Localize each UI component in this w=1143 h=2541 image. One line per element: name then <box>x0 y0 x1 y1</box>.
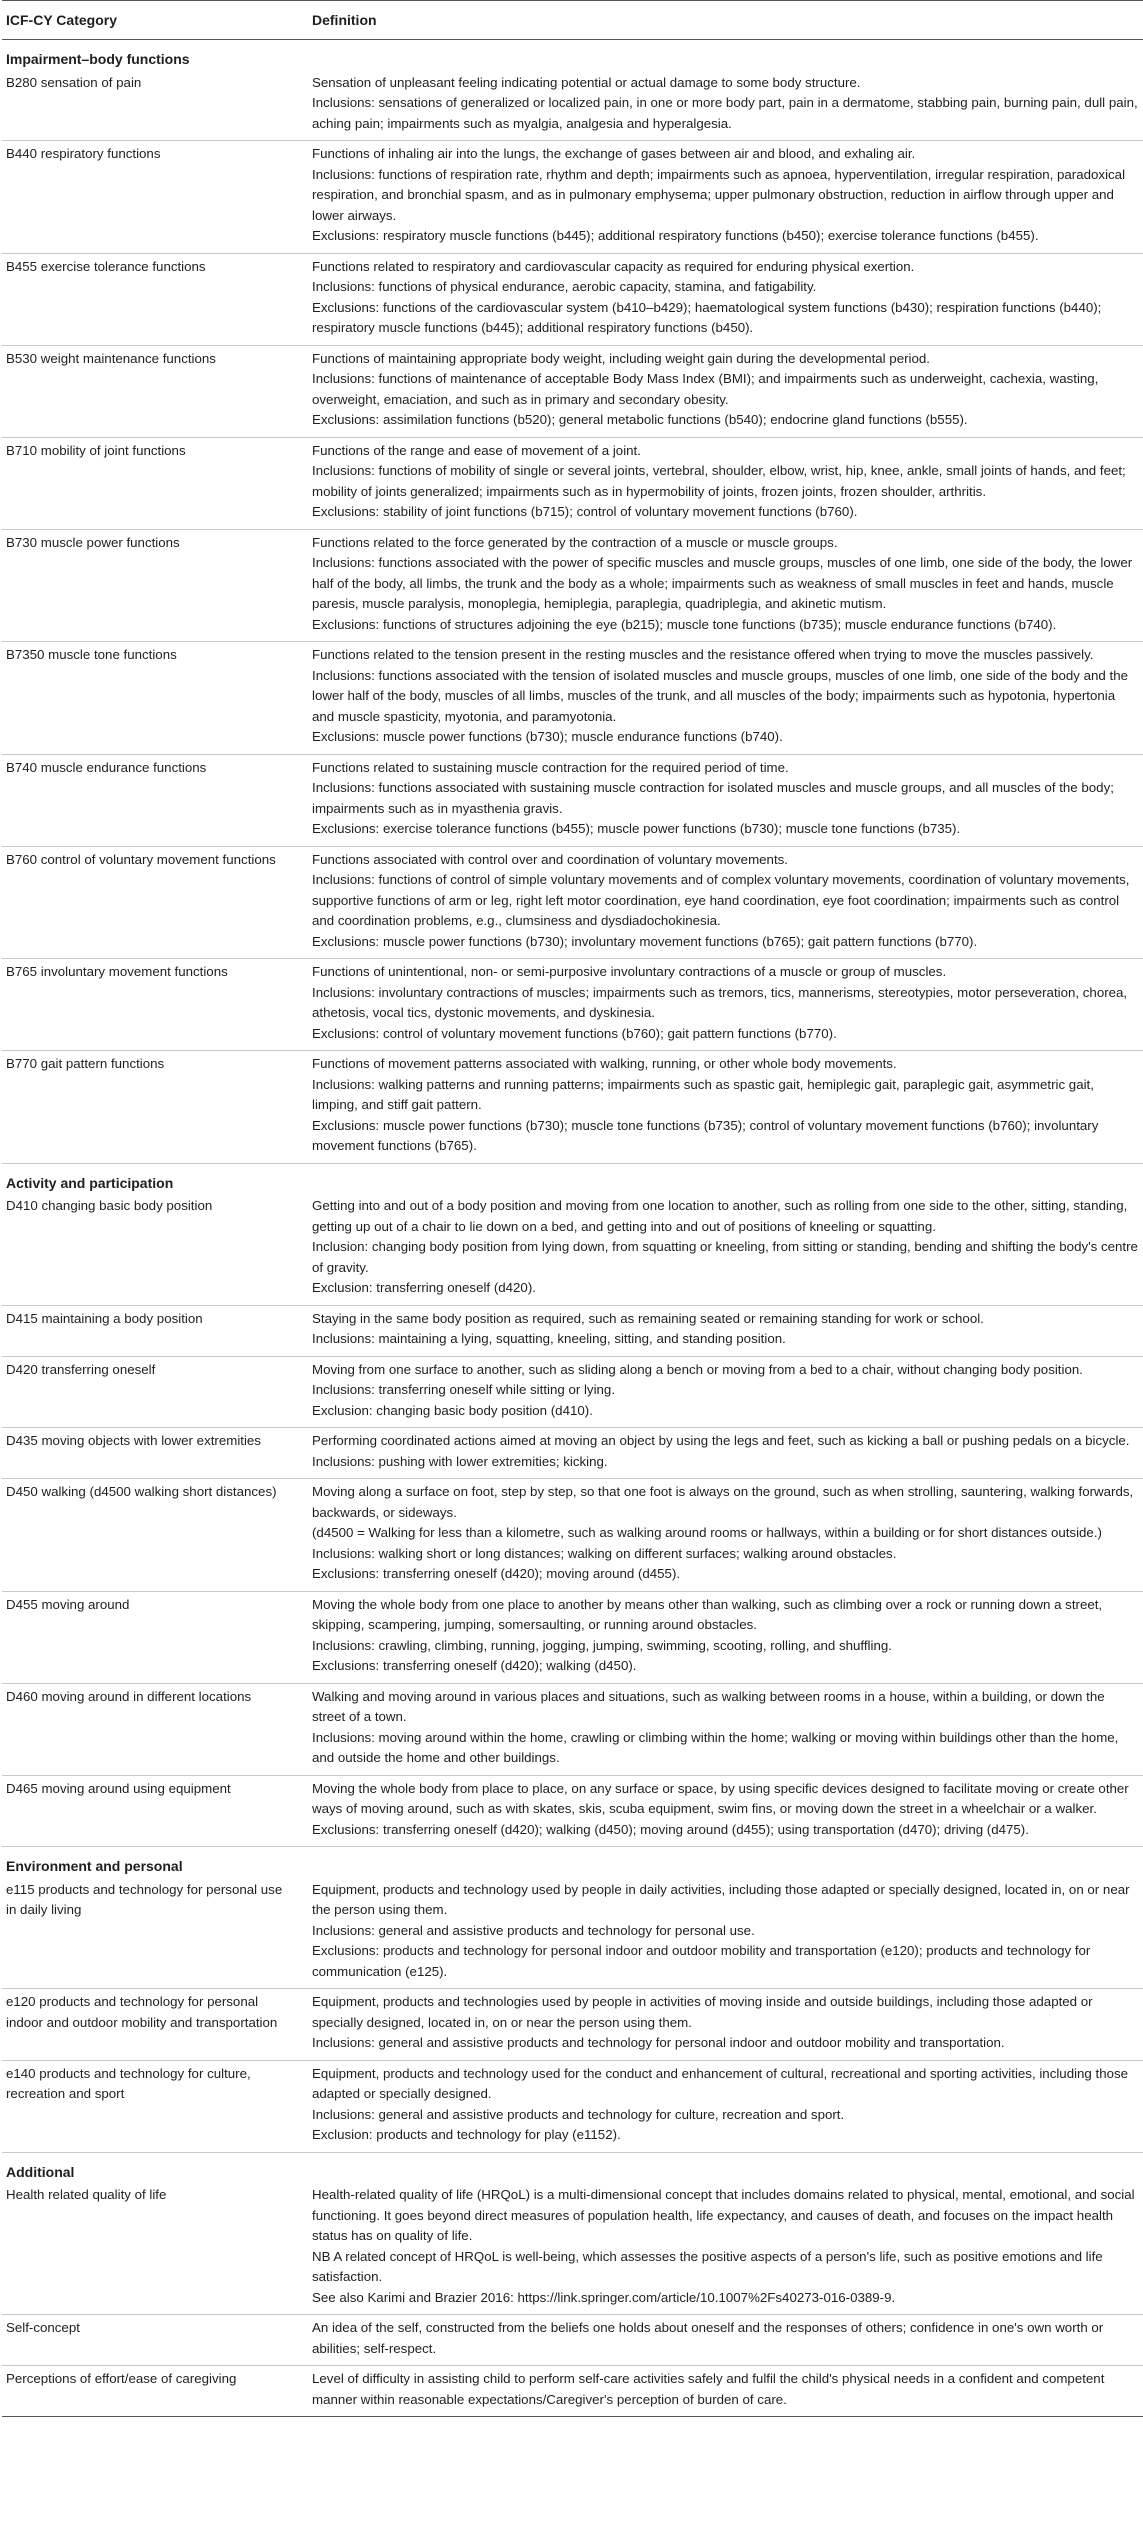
definition-line: Inclusions: general and assistive products and technology for culture, recreation and sport. <box>312 2106 845 2122</box>
section-heading-row <box>2 40 1143 70</box>
definition-line: See also Karimi and Brazier 2016: https://link.springer.com/article/10.1007%2Fs40273-016-0389-9. <box>312 2289 896 2305</box>
table-row <box>2 642 1143 755</box>
definition-line: Equipment, products and technologies used by people in activities of moving inside and outside buildings, including those adapted or specially designed, located in, on or near the person using them. <box>312 1994 1093 2030</box>
category-cell: Self-concept <box>2 2315 308 2366</box>
definition-line: Exclusion: transferring oneself (d420). <box>312 1280 536 1295</box>
category-cell: e115 products and technology for personal use in daily living <box>2 1877 308 1989</box>
category-cell: B455 exercise tolerance functions <box>2 253 308 345</box>
table-row <box>2 1193 1143 1305</box>
definition-line: Level of difficulty in assisting child to perform self-care activities safely and fulfil the child's physical needs in a confident and competent manner within reasonable expectations/Caregiver's perception of burden of care. <box>312 2371 1105 2407</box>
definition-line: Functions related to sustaining muscle contraction for the required period of time. <box>312 759 789 775</box>
definition-cell <box>308 1479 1143 1592</box>
category-cell: B760 control of voluntary movement functions <box>2 846 308 959</box>
table-row <box>2 1479 1143 1592</box>
category-cell: Health related quality of life <box>2 2182 308 2315</box>
definition-cell <box>308 959 1143 1051</box>
table-row <box>2 1775 1143 1847</box>
category-cell: D450 walking (d4500 walking short distances) <box>2 1479 308 1592</box>
table-row <box>2 1356 1143 1428</box>
definition-line: Exclusion: products and technology for play (e1152). <box>312 2127 621 2142</box>
definition-line: Staying in the same body position as required, such as remaining seated or remaining standing for work or school. <box>312 1310 984 1326</box>
definition-line: Functions related to the tension present in the resting muscles and the resistance offered when trying to move the muscles passively. <box>312 647 1094 662</box>
definition-line: Inclusions: functions of respiration rate, rhythm and depth; impairments such as apnoea, hyperventilation, irregular respiration, paradoxical respiration, and bronchial spasm, and as in pulmonary emphysema; upper pulmonary obstruction, reduction in airflow through upper and lower airways. <box>312 166 1126 223</box>
table-row <box>2 959 1143 1051</box>
definition-cell <box>308 1305 1143 1356</box>
definition-cell <box>308 529 1143 642</box>
category-cell: e140 products and technology for culture, recreation and sport <box>2 2060 308 2152</box>
definition-line: Exclusions: assimilation functions (b520); general metabolic functions (b540); endocrine gland functions (b555). <box>312 412 968 427</box>
category-cell: B7350 muscle tone functions <box>2 642 308 755</box>
definition-line: Functions related to respiratory and cardiovascular capacity as required for enduring physical exertion. <box>312 258 915 274</box>
definition-line: Functions of movement patterns associated with walking, running, or other whole body movements. <box>312 1056 897 1071</box>
category-cell: D455 moving around <box>2 1591 308 1683</box>
definition-cell <box>308 2182 1143 2315</box>
definition-line: Inclusions: transferring oneself while sitting or lying. <box>312 1382 616 1397</box>
definition-line: Inclusions: functions of physical endurance, aerobic capacity, stamina, and fatigability. <box>312 279 817 294</box>
definition-cell <box>308 642 1143 755</box>
definition-line: Functions of the range and ease of movement of a joint. <box>312 442 641 458</box>
definition-line: NB A related concept of HRQoL is well-being, which assesses the positive aspects of a person's life, such as positive emotions and life satisfaction. <box>312 2248 1103 2284</box>
column-header-definition: Definition <box>308 1 1143 40</box>
definition-line: Inclusions: general and assistive products and technology for personal use. <box>312 1922 755 1938</box>
definition-line: Exclusions: transferring oneself (d420); walking (d450). <box>312 1658 637 1673</box>
section-heading: Impairment–body functions <box>6 51 190 67</box>
icf-cy-definitions-table <box>2 0 1143 2417</box>
definition-line: Functions related to the force generated by the contraction of a muscle or muscle groups. <box>312 534 838 550</box>
table-row <box>2 141 1143 254</box>
header-row <box>2 1 1143 40</box>
definition-line: Moving the whole body from one place to another by means other than walking, such as climbing over a rock or running down a street, skipping, scampering, jumping, somersaulting, or running around obstacles. <box>312 1596 1103 1632</box>
definition-line: Moving the whole body from place to place, on any surface or space, by using specific devices designed to facilitate moving or create other ways of moving around, such as with skates, skis, scuba equipment, swim fins, or moving down the street in a wheelchair or a walker. <box>312 1780 1129 1816</box>
definition-line: Exclusions: muscle power functions (b730); muscle tone functions (b735); control of voluntary movement functions (b760); involuntary movement functions (b765). <box>312 1117 1099 1153</box>
category-cell: D415 maintaining a body position <box>2 1305 308 1356</box>
definition-line: Inclusions: crawling, climbing, running, jogging, jumping, swimming, scooting, rolling, and shuffling. <box>312 1637 892 1653</box>
table-row <box>2 1683 1143 1775</box>
definition-line: Inclusions: general and assistive products and technology for personal indoor and outdoor mobility and transportation. <box>312 2035 1005 2050</box>
definition-cell <box>308 1775 1143 1847</box>
table-row <box>2 1305 1143 1356</box>
table-row <box>2 1051 1143 1164</box>
table-row <box>2 2060 1143 2152</box>
definition-line: Exclusion: changing basic body position (d410). <box>312 1402 593 1418</box>
category-cell: D460 moving around in different locations <box>2 1683 308 1775</box>
definition-cell <box>308 345 1143 437</box>
table-body <box>2 40 1143 2417</box>
section-heading-row <box>2 1847 1143 1877</box>
definition-cell <box>308 2366 1143 2417</box>
category-cell: Perceptions of effort/ease of caregiving <box>2 2366 308 2417</box>
definition-cell <box>308 1591 1143 1683</box>
definition-cell <box>308 1193 1143 1305</box>
category-cell: B740 muscle endurance functions <box>2 754 308 846</box>
definition-line: (d4500 = Walking for less than a kilometre, such as walking around rooms or hallways, within a building or for short distances outside.) <box>312 1525 1102 1540</box>
definition-line: Inclusions: functions associated with sustaining muscle contraction for isolated muscles and muscle groups, and all muscles of the body; impairments such as in myasthenia gravis. <box>312 780 1114 816</box>
table-row <box>2 345 1143 437</box>
definition-line: Inclusions: moving around within the home, crawling or climbing within the home; walking or moving within buildings other than the home, and outside the home and other buildings. <box>312 1729 1119 1765</box>
definition-cell <box>308 2060 1143 2152</box>
definition-line: Inclusions: walking patterns and running patterns; impairments such as spastic gait, hemiplegic gait, paraplegic gait, asymmetric gait, limping, and stiff gait pattern. <box>312 1076 1094 1112</box>
definition-line: Exclusions: exercise tolerance functions (b455); muscle power functions (b730); muscle tone functions (b735). <box>312 821 961 836</box>
table-row <box>2 1989 1143 2061</box>
category-cell: D420 transferring oneself <box>2 1356 308 1428</box>
category-cell: B730 muscle power functions <box>2 529 308 642</box>
table-row <box>2 437 1143 529</box>
table-row <box>2 2366 1143 2417</box>
definition-line: Exclusions: transferring oneself (d420); moving around (d455). <box>312 1566 681 1581</box>
section-heading: Activity and participation <box>6 1174 174 1191</box>
category-cell: B530 weight maintenance functions <box>2 345 308 437</box>
definition-cell <box>308 1356 1143 1428</box>
definition-line: Inclusions: walking short or long distances; walking on different surfaces; walking around obstacles. <box>312 1545 897 1561</box>
category-cell: B440 respiratory functions <box>2 141 308 254</box>
section-heading-row <box>2 1163 1143 1193</box>
definition-line: Sensation of unpleasant feeling indicating potential or actual damage to some body structure. <box>312 74 861 90</box>
definition-line: Exclusions: products and technology for personal indoor and outdoor mobility and transportation (e120); products and technology for communication (e125). <box>312 1943 1091 1979</box>
table-row <box>2 2315 1143 2366</box>
definition-cell <box>308 1051 1143 1164</box>
definition-cell <box>308 1683 1143 1775</box>
section-heading: Additional <box>6 2163 75 2180</box>
definition-line: Getting into and out of a body position and moving from one location to another, such as rolling from one side to the other, sitting, standing, getting up out of a chair to lie down on a bed, and getting into and out of positions of kneeling or squatting. <box>312 1198 1128 1234</box>
table-row <box>2 1591 1143 1683</box>
table-row <box>2 2182 1143 2315</box>
definition-cell <box>308 70 1143 141</box>
category-cell: D465 moving around using equipment <box>2 1775 308 1847</box>
definition-line: Functions of inhaling air into the lungs, the exchange of gases between air and blood, and exhaling air. <box>312 146 916 161</box>
definition-cell <box>308 1989 1143 2061</box>
definition-cell <box>308 253 1143 345</box>
definition-line: Inclusions: functions of maintenance of acceptable Body Mass Index (BMI); and impairments such as underweight, cachexia, wasting, overweight, emaciation, and such as in primary and secondary obesity. <box>312 371 1099 407</box>
section-heading: Environment and personal <box>6 1858 183 1874</box>
definition-line: Moving along a surface on foot, step by step, so that one foot is always on the ground, such as when strolling, sauntering, walking forwards, backwards, or sideways. <box>312 1484 1134 1520</box>
table-row <box>2 253 1143 345</box>
definition-line: Functions of unintentional, non- or semi-purposive involuntary contractions of a muscle or group of muscles. <box>312 964 947 979</box>
section-heading-row <box>2 2152 1143 2182</box>
definition-line: Performing coordinated actions aimed at moving an object by using the legs and feet, such as kicking a ball or pushing pedals on a bicycle. Inclusions: pushing with lower extremities; kicking. <box>312 1433 1130 1469</box>
category-cell: B710 mobility of joint functions <box>2 437 308 529</box>
definition-line: Inclusion: changing body position from lying down, from squatting or kneeling, from sitting or standing, bending and shifting the body's centre of gravity. <box>312 1239 1138 1275</box>
table-row <box>2 1428 1143 1479</box>
definition-cell <box>308 1877 1143 1989</box>
definition-cell <box>308 141 1143 254</box>
definition-line: Exclusions: respiratory muscle functions (b445); additional respiratory functions (b450); exercise tolerance functions (b455). <box>312 228 1039 243</box>
definition-line: Exclusions: control of voluntary movement functions (b760); gait pattern functions (b770). <box>312 1025 837 1041</box>
column-header-category: ICF-CY Category <box>2 1 308 40</box>
definition-cell <box>308 1428 1143 1479</box>
category-cell: e120 products and technology for personal indoor and outdoor mobility and transportation <box>2 1989 308 2061</box>
definition-line: Exclusions: muscle power functions (b730); involuntary movement functions (b765); gait pattern functions (b770). <box>312 933 978 949</box>
table-header <box>2 1 1143 40</box>
definition-cell <box>308 437 1143 529</box>
definition-line: Inclusions: functions of mobility of single or several joints, vertebral, shoulder, elbow, wrist, hip, knee, ankle, small joints of hands, and feet; mobility of joints generalized; impairments such as in hypermobility of joints, frozen joints, frozen shoulder, arthritis. <box>312 463 1126 499</box>
definition-line: Inclusions: maintaining a lying, squatting, kneeling, sitting, and standing position. <box>312 1331 786 1346</box>
definition-line: An idea of the self, constructed from the beliefs one holds about oneself and the responses of others; confidence in one's own worth or abilities; self-respect. <box>312 2320 1104 2356</box>
category-cell: B280 sensation of pain <box>2 70 308 141</box>
definition-line: Exclusions: functions of the cardiovascular system (b410–b429); haematological system functions (b430); respiration functions (b440); respiratory muscle functions (b445); additional respiratory functions (b450). <box>312 299 1102 335</box>
table-row <box>2 1877 1143 1989</box>
category-cell: B770 gait pattern functions <box>2 1051 308 1164</box>
definition-line: Functions of maintaining appropriate body weight, including weight gain during the developmental period. <box>312 350 930 366</box>
table-row <box>2 529 1143 642</box>
definition-line: Functions associated with control over and coordination of voluntary movements. <box>312 851 788 867</box>
definition-line: Exclusions: transferring oneself (d420); walking (d450); moving around (d455); using transportation (d470); driving (d475). <box>312 1821 1029 1837</box>
definition-cell <box>308 754 1143 846</box>
definition-line: Exclusions: functions of structures adjoining the eye (b215); muscle tone functions (b735); muscle endurance functions (b740). <box>312 616 1057 632</box>
definition-line: Inclusions: functions associated with the tension of isolated muscles and muscle groups, muscles of one limb, one side of the body and the lower half of the body, muscles of all limbs, muscles of the trunk, and all muscles of the body; impairments such as hypotonia, hypertonia and muscle spasticity, myotonia, and paramyotonia. <box>312 667 1129 724</box>
definition-line: Inclusions: functions associated with the power of specific muscles and muscle groups, muscles of one limb, one side of the body, the lower half of the body, all limbs, the trunk and the body as a whole; impairments such as weakness of small muscles in feet and hands, muscle paresis, muscle paralysis, monoplegia, hemiplegia, paraplegia, quadriplegia, and akinetic mutism. <box>312 555 1133 611</box>
definition-cell <box>308 2315 1143 2366</box>
definition-line: Equipment, products and technology used by people in daily activities, including those adapted or specially designed, located in, on or near the person using them. <box>312 1881 1130 1917</box>
table-row <box>2 70 1143 141</box>
table-row <box>2 754 1143 846</box>
definition-line: Moving from one surface to another, such as sliding along a bench or moving from a bed to a chair, without changing body position. <box>312 1361 1083 1377</box>
category-cell: D435 moving objects with lower extremities <box>2 1428 308 1479</box>
definition-line: Exclusions: stability of joint functions (b715); control of voluntary movement functions (b760). <box>312 504 858 519</box>
definition-line: Exclusions: muscle power functions (b730); muscle endurance functions (b740). <box>312 729 783 744</box>
category-cell: D410 changing basic body position <box>2 1193 308 1305</box>
definition-line: Health-related quality of life (HRQoL) is a multi-dimensional concept that includes domains related to physical, mental, emotional, and social functioning. It goes beyond direct measures of population health, life expectancy, and causes of death, and focuses on the impact health status has on quality of life. <box>312 2187 1135 2243</box>
definition-line: Walking and moving around in various places and situations, such as walking between rooms in a house, within a building, or down the street of a town. <box>312 1688 1105 1724</box>
definition-line: Inclusions: functions of control of simple voluntary movements and of complex voluntary movements, coordination of voluntary movements, supportive functions of arm or leg, right left motor coordination, eye hand coordination, eye foot coordination; impairments such as control and coordination problems, e.g., clumsiness and dysdiadochokinesia. <box>312 872 1130 928</box>
category-cell: B765 involuntary movement functions <box>2 959 308 1051</box>
definition-line: Inclusions: sensations of generalized or localized pain, in one or more body part, pain in a dermatome, stabbing pain, burning pain, dull pain, aching pain; impairments such as myalgia, analgesia and hyperalgesia. <box>312 95 1138 131</box>
definition-line: Equipment, products and technology used for the conduct and enhancement of cultural, recreational and sporting activities, including those adapted or specially designed. <box>312 2065 1129 2101</box>
definition-cell <box>308 846 1143 959</box>
table-row <box>2 846 1143 959</box>
definition-line: Inclusions: involuntary contractions of muscles; impairments such as tremors, tics, mannerisms, stereotypies, motor perseveration, chorea, athetosis, vocal tics, dystonic movements, and dyskinesia. <box>312 984 1128 1020</box>
